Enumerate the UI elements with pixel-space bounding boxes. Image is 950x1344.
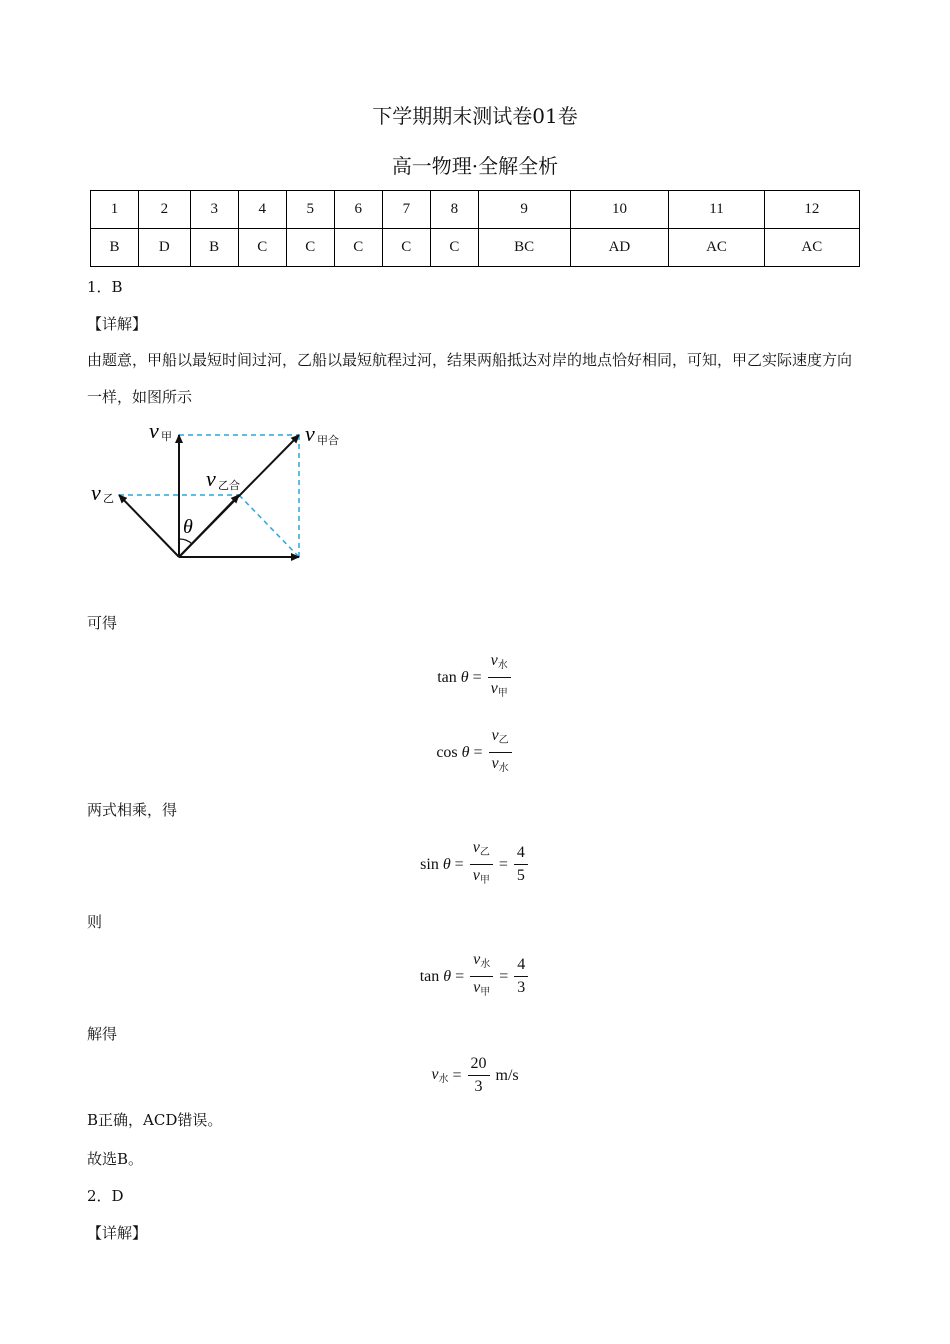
q1-heading: 1．B [87,278,123,296]
question-number-cell: 3 [190,191,238,229]
eq3-den-sub: 甲 [479,875,490,886]
q1-kede: 可得 [87,614,118,632]
eq4-equals: = [455,967,465,985]
eq3-ratio-num: 4 [514,844,528,865]
answer-cell: AD [570,229,669,267]
eq1-den-v: v [490,680,498,697]
eq3-den-v: v [472,867,480,884]
answer-cell: C [286,229,334,267]
question-number-cell: 8 [430,191,478,229]
eq4-num-sub: 水 [480,959,491,970]
eq1-num-v: v [490,652,498,669]
q1-ze: 则 [87,913,103,931]
v-jia-label-v: v [149,418,159,443]
eq4-ratio-num: 4 [514,956,528,977]
eq2-num-v: v [491,727,499,744]
answer-table [90,190,860,267]
eq4-ratio-den: 3 [517,979,526,996]
q1-choose: 故选B。 [87,1150,144,1168]
velocity-diagram [85,418,355,568]
eq4-num-v: v [473,951,481,968]
eq3-equals-2: = [498,855,508,873]
equation-tan-1 [0,652,950,703]
eq4-den-v: v [473,979,481,996]
question-number-cell: 11 [669,191,764,229]
eq2-num-sub: 乙 [498,735,509,746]
v-jia-he-label-sub: 甲合 [317,434,339,447]
q1-jiede: 解得 [87,1025,118,1043]
q1-correct: B正确，ACD错误。 [87,1111,223,1129]
v-yi-label-v: v [91,480,101,505]
answer-cell: D [139,229,191,267]
dashed-diagonal-line [239,495,299,557]
eq2-fn: cos [436,743,458,761]
eq5-sub: 水 [438,1074,449,1085]
eq5-num: 20 [468,1055,490,1076]
page-subtitle: 高一物理·全解全析 [391,154,559,178]
eq3-theta: θ [442,855,451,873]
eq4-equals-2: = [499,967,509,985]
question-number-cell: 1 [91,191,139,229]
question-number-cell: 4 [238,191,286,229]
eq1-fn: tan [437,668,457,686]
q2-detail-label: 【详解】 [87,1224,148,1242]
eq5-den: 3 [474,1078,483,1095]
question-number-cell: 2 [139,191,191,229]
eq2-fraction [489,727,512,778]
answer-cell: B [190,229,238,267]
answer-cell: B [91,229,139,267]
eq3-fn: sin [420,855,439,873]
eq3-equals: = [454,855,464,873]
question-number-cell: 6 [334,191,382,229]
equation-tan-2 [0,951,950,1002]
eq4-fraction [470,951,493,1002]
eq4-theta: θ [443,967,452,985]
answer-table-number-row [91,191,860,229]
eq2-den-sub: 水 [498,763,509,774]
question-number-cell: 7 [382,191,430,229]
eq5-unit: m/s [495,1066,519,1084]
theta-label: θ [183,516,193,538]
eq1-num-sub: 水 [497,660,508,671]
equation-sin [0,839,950,890]
answer-cell: C [382,229,430,267]
eq1-equals: = [472,668,482,686]
answer-cell: AC [764,229,859,267]
v-yi-he-label-sub: 乙合 [218,479,240,492]
eq1-theta: θ [460,668,469,686]
answer-cell: C [238,229,286,267]
page-title: 下学期期末测试卷01卷 [372,104,578,128]
eq5-equals: = [452,1066,462,1084]
v-yi-label-sub: 乙 [103,492,114,505]
equation-result [0,1055,950,1096]
eq3-ratio [514,844,528,885]
answer-cell: BC [478,229,570,267]
question-number-cell: 12 [764,191,859,229]
v-yi-arrow [119,495,179,557]
theta-arc [179,539,192,544]
q1-paragraph: 由题意，甲船以最短时间过河，乙船以最短航程过河，结果两船抵达对岸的地点恰好相同，可知，甲乙实际速度方向一样，如图所示 [87,351,853,406]
question-number-cell: 10 [570,191,669,229]
question-number-cell: 9 [478,191,570,229]
answer-cell: C [334,229,382,267]
v-jia-he-label-v: v [305,421,315,446]
q1-liangshi: 两式相乘，得 [87,801,178,819]
eq3-num-v: v [472,839,480,856]
eq5-fraction [468,1055,490,1096]
answer-table-answer-row [91,229,860,267]
eq3-num-sub: 乙 [479,847,490,858]
q1-detail-label: 【详解】 [87,315,148,333]
v-yi-he-label-v: v [206,466,216,491]
v-jia-label-sub: 甲 [161,430,172,443]
eq3-ratio-den: 5 [516,867,525,884]
q2-heading: 2．D [87,1187,124,1205]
eq3-fraction [470,839,493,890]
equation-cos [0,727,950,778]
eq2-equals: = [473,743,483,761]
eq4-den-sub: 甲 [480,987,491,998]
eq1-fraction [488,652,511,703]
question-number-cell: 5 [286,191,334,229]
eq2-den-v: v [491,755,499,772]
eq5-v: v [431,1066,439,1083]
eq2-theta: θ [461,743,470,761]
answer-cell: AC [669,229,764,267]
eq1-den-sub: 甲 [497,688,508,699]
eq4-fn: tan [419,967,440,985]
answer-cell: C [430,229,478,267]
eq4-ratio [514,956,528,997]
